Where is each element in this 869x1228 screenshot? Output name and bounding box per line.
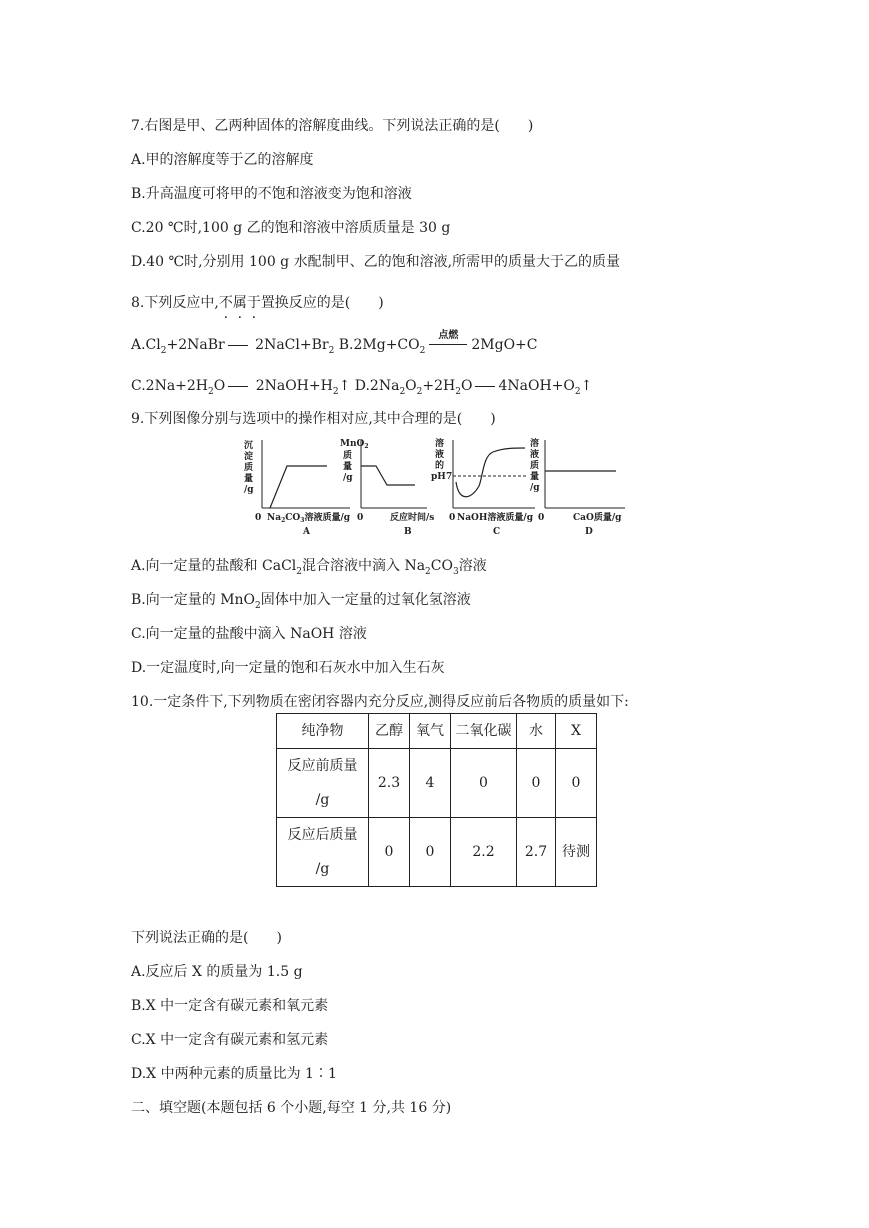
graph-d [530, 437, 625, 537]
graph-c-ylabel: 溶 [435, 439, 445, 449]
table-row-label: 反应后质量 /g [277, 818, 369, 887]
graph-b-origin: 0 [357, 513, 364, 523]
reaction-arrow [228, 386, 248, 387]
graph-b-ylabel: 量 [343, 462, 353, 472]
table-header: X [556, 714, 597, 749]
q7-option-d: D.40 ℃时,分别用 100 g 水配制甲、乙的饱和溶液,所需甲的质量大于乙的质量 [131, 254, 621, 270]
q10-sub-stem: 下列说法正确的是( ) [131, 930, 282, 946]
table-row-label: 反应前质量 /g [277, 749, 369, 818]
graph-b-letter: B [404, 527, 412, 537]
graph-a-xlabel: $Na_2CO_3$溶液质量/g [267, 513, 351, 524]
graph-c-ph7: 7 [446, 472, 453, 482]
q10-option-a: A.反应后 X 的质量为 1.5 g [131, 964, 303, 980]
graph-c-xlabel: NaOH溶液质量/g [457, 513, 533, 523]
table-header: 纯净物 [277, 714, 369, 749]
table-cell: 0 [556, 749, 597, 818]
section-heading: 二、填空题(本题包括 6 个小题,每空 1 分,共 16 分) [131, 1100, 452, 1116]
table-cell: 4 [410, 749, 451, 818]
table-cell: 0 [369, 818, 410, 887]
q9-stem: 9.下列图像分别与选项中的操作相对应,其中合理的是( ) [131, 411, 496, 427]
emphasis-char: 于 [246, 295, 261, 311]
graph-c-ylabel: 液 [435, 450, 445, 460]
emphasis-char: 属 [232, 295, 247, 311]
ignite-arrow: 点燃 [429, 336, 467, 354]
graph-b-ylabel: MnO$_2$ [340, 439, 369, 450]
graph-a-origin: 0 [255, 513, 262, 523]
q8-option-c: $C.2Na+2H_2O$ $2NaOH+H_2↑$ [131, 378, 351, 397]
q7-option-c: C.20 ℃时,100 g 乙的饱和溶液中溶质质量是 30 g [131, 220, 451, 236]
graph-d-letter: D [585, 527, 593, 537]
graph-b-ylabel: 质 [343, 451, 353, 461]
graph-a-curve [270, 466, 327, 508]
graph-a-ylabel: 量 [244, 474, 254, 484]
graph-b-ylabel: /g [343, 473, 353, 483]
q9-option-b: B.向一定量的 MnO$_2$固体中加入一定量的过氧化氢溶液 [131, 592, 471, 611]
q9-option-c: C.向一定量的盐酸中滴入 NaOH 溶液 [131, 626, 367, 642]
table-cell: 2.2 [451, 818, 517, 887]
q8-options-cd [131, 377, 592, 401]
graph-a-ylabel: 沉 [244, 441, 254, 451]
table-header: 二氧化碳 [451, 714, 517, 749]
graph-c-origin: 0 [449, 513, 456, 523]
reaction-arrow [475, 386, 495, 387]
table-cell: 0 [410, 818, 451, 887]
graph-d-ylabel: 液 [530, 450, 540, 460]
graph-b-curve [361, 466, 415, 485]
graph-d-ylabel: 溶 [530, 439, 540, 449]
q10-option-b: B.X 中一定含有碳元素和氧元素 [131, 998, 329, 1014]
graph-c-ylabel: pH [431, 472, 446, 482]
table-cell: 0 [517, 749, 556, 818]
graph-a-ylabel: /g [244, 485, 254, 495]
q10-stem: 10.一定条件下,下列物质在密闭容器内充分反应,测得反应前后各物质的质量如下: [131, 694, 629, 710]
graph-a-ylabel: 质 [244, 463, 254, 473]
q9-option-d: D.一定温度时,向一定量的饱和石灰水中加入生石灰 [131, 660, 445, 676]
graph-c-curve [456, 448, 525, 497]
q8-option-a: $A.Cl_2+2NaBr$ $2NaCl+Br_2$ [131, 337, 335, 356]
q8-option-b: $B.2Mg+CO_2$ 点燃 2MgO+C [338, 330, 538, 356]
q10-option-d: D.X 中两种元素的质量比为 1∶1 [131, 1066, 337, 1082]
graph-d-ylabel: 质 [530, 461, 540, 471]
graph-d-origin: 0 [538, 513, 545, 523]
table-cell: 2.7 [517, 818, 556, 887]
table-cell: 0 [451, 749, 517, 818]
table-header: 乙醇 [369, 714, 410, 749]
table-cell: 2.3 [369, 749, 410, 818]
table-header-row [277, 714, 597, 749]
q10-option-c: C.X 中一定含有碳元素和氢元素 [131, 1032, 329, 1048]
table-header: 水 [517, 714, 556, 749]
q9-option-a: A.向一定量的盐酸和 CaCl$_2$混合溶液中滴入 $Na_2CO_3$溶液 [131, 558, 487, 577]
graph-d-ylabel: 量 [530, 472, 540, 482]
table-row [277, 818, 597, 887]
graph-a-letter: A [303, 527, 310, 537]
graph-b [340, 439, 434, 537]
q8-option-d: $D.2Na_2O_2+2H_2O$ $4NaOH+O_2↑$ [354, 378, 593, 397]
graph-d-ylabel: /g [530, 483, 540, 493]
q7-option-a: A.甲的溶解度等于乙的溶解度 [131, 152, 314, 168]
table-header: 氧气 [410, 714, 451, 749]
graph-c-ylabel: 的 [435, 461, 445, 471]
emphasis-char: 不 [218, 295, 233, 311]
graph-b-xlabel: 反应时间/s [390, 513, 435, 523]
q8-stem: 8.下列反应中,不属于置换反应的是( ) [131, 295, 384, 311]
q7-option-b: B.升高温度可将甲的不饱和溶液变为饱和溶液 [131, 186, 412, 202]
q10-table [276, 713, 597, 887]
q9-graphs [235, 436, 625, 546]
q7-stem: 7.右图是甲、乙两种固体的溶解度曲线。下列说法正确的是( ) [131, 118, 534, 134]
graph-c [431, 437, 535, 537]
graph-a-ylabel: 淀 [244, 452, 254, 462]
table-cell: 待测 [556, 818, 597, 887]
graph-d-xlabel: CaO质量/g [573, 513, 622, 523]
q8-options-ab [131, 330, 538, 360]
reaction-arrow [228, 345, 248, 346]
graph-c-letter: C [493, 527, 501, 537]
graph-a [244, 439, 351, 537]
table-row [277, 749, 597, 818]
